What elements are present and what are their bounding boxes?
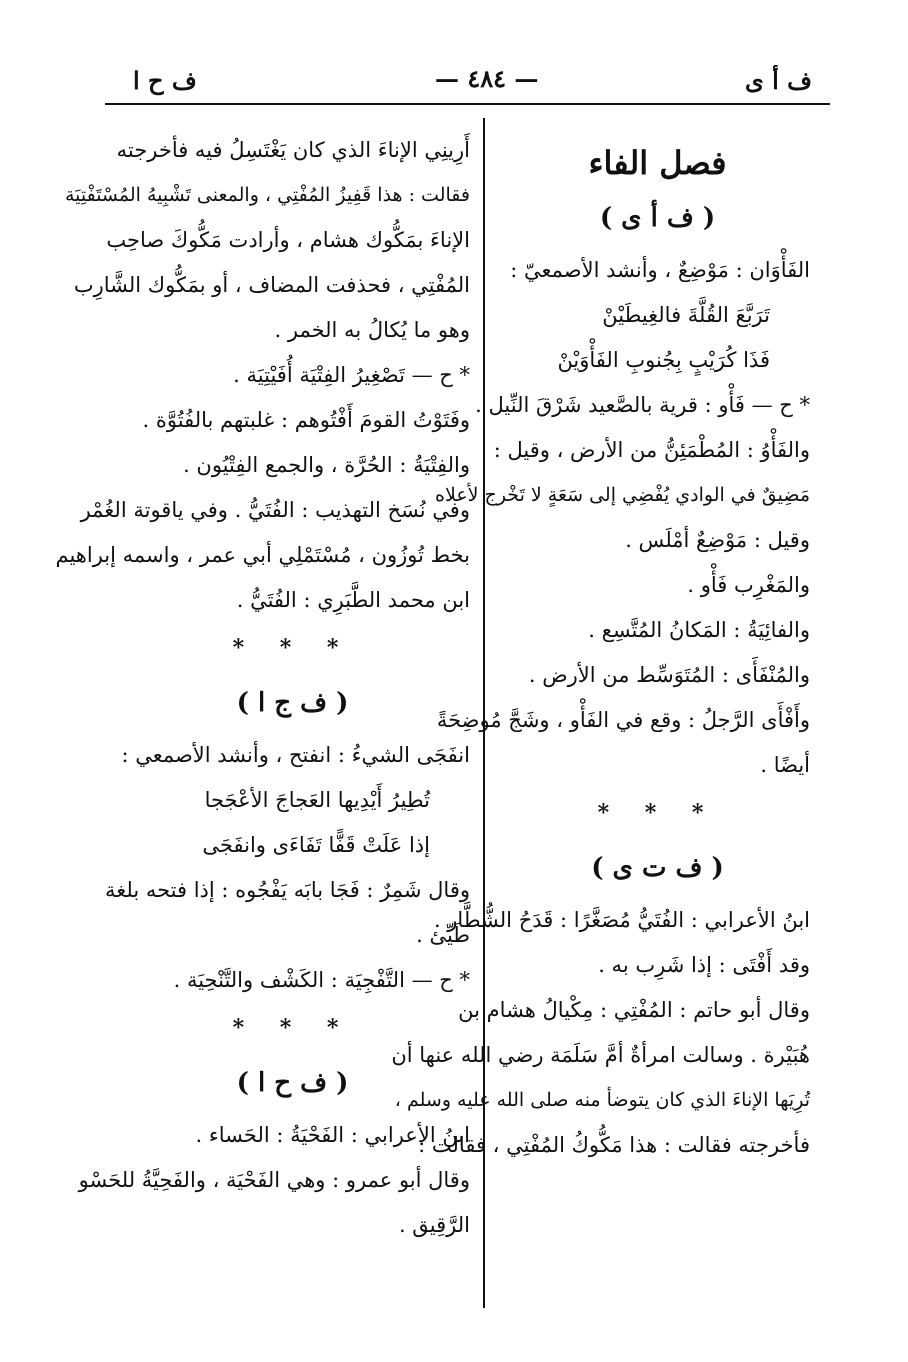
text-line: طَيِّئ .	[416, 923, 470, 947]
text-line: وأَفْأَى الرَّجلُ : وقع في الفَأْو ، وشَجَّ مُوضِحَةً	[436, 708, 810, 732]
text-line: ابنُ الأعرابي : الفَحْيَةُ : الحَساء .	[195, 1123, 470, 1147]
verse-line: تَرَبَّعَ القُلَّةَ فالغِيطَيْنْ	[602, 303, 770, 327]
text-line: * ح — تَصْغِيرُ الفِتْيَة أُفَيْتِيَة .	[233, 363, 470, 387]
text-line: المُفْتِي ، فحذفت المضاف ، أو بمَكُّوك الشَّارِب	[73, 273, 470, 297]
header-rule	[105, 103, 830, 105]
page-header	[105, 60, 830, 100]
left-column	[55, 128, 470, 1248]
text-line: وقيل : مَوْضِعٌ أمْلَس .	[625, 528, 810, 552]
text-line: والفَأْوُ : المُطْمَئِنُّ من الأرض ، وقيل :	[493, 438, 810, 462]
root-heading: ( ف ج ا )	[236, 688, 349, 718]
section-separator: * * *	[597, 800, 718, 826]
section-separator: * * *	[232, 635, 353, 661]
text-line: مَضِيقٌ في الوادي يُفْضِي إلى سَعَةٍ لا تَخْرج لأعلاه	[435, 484, 810, 506]
text-line: وهو ما يُكالُ به الخمر .	[274, 318, 470, 342]
verse-line: تُطِيرُ أَيْدِيها العَجاجَ الأعْجَجا	[204, 788, 430, 812]
text-line: الفَأْوَان : مَوْضِعٌ ، وأنشد الأصمعيّ :	[510, 258, 810, 282]
text-line: والمُنْفَأَى : المُتَوَسِّط من الأرض .	[528, 663, 810, 687]
text-line: أَرِينِي الإناءَ الذي كان يَغْتَسِلُ فيه فأخرجته	[116, 138, 470, 162]
text-line: تُرِيَها الإناءَ الذي كان يتوضأ منه صلى الله عليه وسلم ،	[394, 1089, 810, 1111]
text-line: فقالت : هذا قَفِيزُ المُفْتِي ، والمعنى تَشْبِيهُ المُسْتَفْتِيَة	[64, 184, 470, 206]
page-number: — ٤٨٤ —	[435, 64, 539, 93]
verse-line: فَذَا كُرَيْبٍ بِجُنوبِ الفَأْوَيْنْ	[557, 348, 770, 372]
text-line: والفِتْيَةُ : الحُرَّة ، والجمع الفِتْيُون .	[183, 453, 470, 477]
section-heading: فصل الفاء	[588, 144, 727, 182]
text-line: الإناءَ بمَكُّوك هشام ، وأرادت مَكُّوكَ صاحِب	[106, 228, 470, 252]
text-line: وفَتَوْتُ القومَ أَفْتُوهم : غلبتهم بالفُتُوَّة .	[142, 408, 470, 432]
section-separator: * * *	[232, 1015, 353, 1041]
text-line: * ح — التَّفْجِيَة : الكَشْف والتَّنْحِيَة .	[173, 968, 470, 992]
text-line: وقال شَمِرٌ : فَجَا بابَه يَفْجُوه : إذا فتحه بلغة	[105, 878, 470, 902]
text-line: ابنُ الأعرابي : الفُتَيُّ مُصَغَّرًا : قَدَحُ الشُّطَّار .	[433, 908, 810, 932]
text-line: فأخرجته فقالت : هذا مَكُّوكُ المُفْتِي ، فقالت :	[418, 1133, 810, 1157]
text-line: الرَّقِيق .	[398, 1213, 470, 1237]
text-line: أيضًا .	[760, 753, 810, 777]
text-line: بخط تُوزُون ، مُسْتَمْلِي أبي عمر ، واسمه إبراهيم	[55, 543, 470, 567]
text-line: والفائِيَةُ : المَكانُ المُتَّسِع .	[588, 618, 810, 642]
text-line: * ح — فَأْو : قرية بالصَّعيد شَرْقَ النِّيل .	[475, 393, 810, 417]
header-right-root: ف أ ى	[744, 65, 812, 95]
text-line: وقال أبو عمرو : وهي الفَحْيَة ، والفَحِيَّةُ للحَسْو	[78, 1168, 470, 1192]
header-left-root: ف ح ا	[133, 65, 197, 95]
text-line: هُبَيْرة . وسالت امرأةٌ أمَّ سَلَمَة رضي الله عنها أن	[391, 1043, 810, 1067]
text-line: ابن محمد الطَّبَرِي : الفُتَيُّ .	[236, 588, 470, 612]
text-line: وقال أبو حاتم : المُفْتِي : مِكْيالُ هشام بن	[458, 998, 810, 1022]
verse-line: إذا عَلَتْ قَفًّا تَفَاءَى وانفَجَى	[202, 833, 430, 857]
text-line: انفَجَى الشيءُ : انفتح ، وأنشد الأصمعي :	[121, 743, 470, 767]
text-line: والمَغْرِب فَأْو .	[687, 573, 810, 597]
root-heading: ( ف ح ا )	[236, 1068, 349, 1098]
root-heading: ( ف ت ى )	[591, 853, 724, 883]
text-line: وقد أَفْتَى : إذا شَرِب به .	[598, 953, 810, 977]
root-heading: ( ف أ ى )	[599, 203, 716, 233]
text-line: وفي نُسَخ التهذيب : الفُتَيُّ . وفي ياقوتة الغُمْر	[80, 498, 470, 522]
